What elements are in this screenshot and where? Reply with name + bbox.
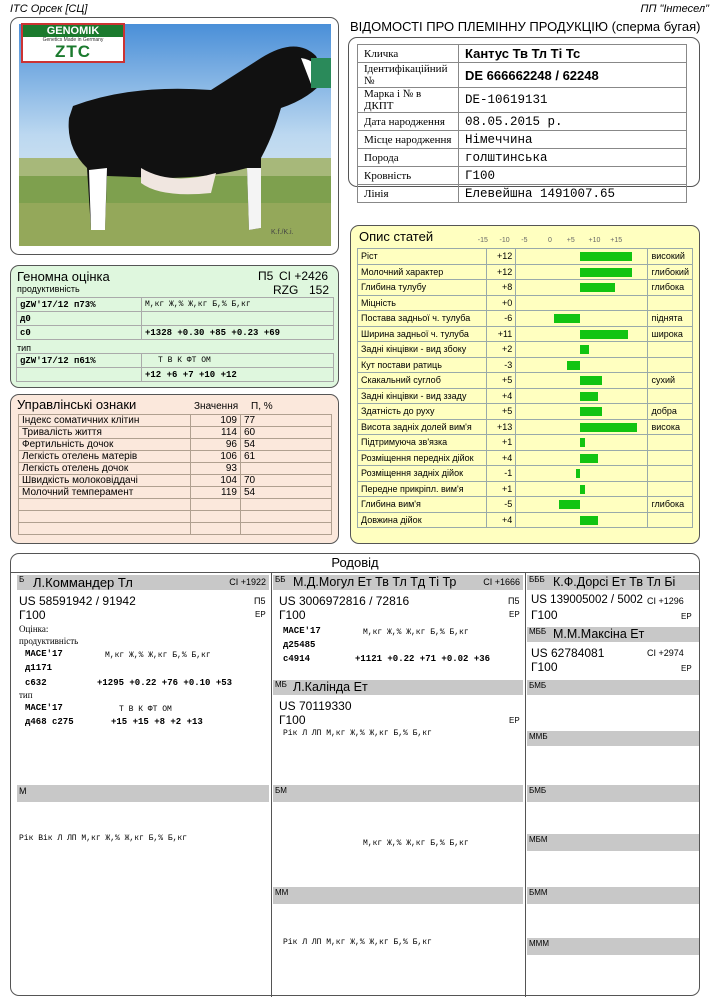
- linear-scale: [351, 237, 701, 247]
- dss-ep: ЕР: [681, 664, 692, 673]
- sdss-header: БМБ: [527, 680, 699, 695]
- ss-header: ББ М.Д.Могул Ет Тв Тл Тд Ті Тр CI +1666: [273, 575, 523, 590]
- dsd-header: МБМ: [527, 834, 699, 851]
- linear-row: [358, 419, 693, 435]
- trait-note: глибока: [648, 280, 693, 296]
- dd-lact-head: Рік Л ЛП М,кг Ж,% Ж,кг Б,% Б,кг: [283, 938, 432, 947]
- card-value: Г100: [459, 167, 687, 185]
- trait-value: -6: [487, 311, 516, 327]
- trait-bar: [576, 469, 580, 478]
- trait-note: [648, 357, 693, 373]
- org-left: ITC Орсек [СЦ]: [10, 3, 88, 15]
- linear-row: [358, 357, 693, 373]
- management-row: [19, 415, 332, 427]
- trait-bar-cell: [516, 326, 648, 342]
- management-cell-name: Фертильність дочок: [19, 439, 191, 451]
- sss-id: US 139005002 / 5002: [531, 594, 643, 606]
- ds-blood: Г100: [279, 713, 306, 727]
- genomik-logo: GENOMIK Genetics Made in Germany ZTC: [21, 23, 125, 63]
- trait-note: [648, 435, 693, 451]
- trait-bar: [580, 516, 597, 525]
- sire-ep: ЕР: [255, 610, 266, 619]
- genomic-prod-table: gZW'17/12 п73% М,кг Ж,% Ж,кг Б,% Б,кг д0 с0 +1328 +0.30 +85 +0.23 +69: [16, 297, 334, 340]
- linear-row: [358, 481, 693, 497]
- management-row: [19, 499, 332, 511]
- trait-bar-cell: [516, 481, 648, 497]
- scale-tick: +10: [588, 237, 601, 244]
- org-right: ПП "Інтесел": [640, 3, 709, 15]
- page-title: ВІДОМОСТІ ПРО ПЛЕМІННУ ПРОДУКЦІЮ (сперма бугая): [350, 19, 701, 34]
- ds-ep: ЕР: [509, 716, 520, 725]
- photo-panel: [10, 17, 339, 255]
- management-cell-v: 96: [191, 439, 241, 451]
- genomic-prod-label: продуктивність: [17, 284, 80, 294]
- management-cell-p: 54: [241, 487, 332, 499]
- photo-caption: K.f./K.i.: [271, 229, 294, 236]
- management-row: [19, 523, 332, 535]
- trait-name: Передне прикріпл. вим'я: [358, 481, 487, 497]
- sss-ep: ЕР: [681, 612, 692, 621]
- trait-bar-cell: [516, 388, 648, 404]
- trait-bar-cell: [516, 497, 648, 513]
- management-cell-p: 70: [241, 475, 332, 487]
- management-col-value: Значення: [194, 401, 239, 412]
- sire-eval-label: Оцінка:: [19, 624, 49, 634]
- trait-name: Ширина задньої ч. тулуба: [358, 326, 487, 342]
- trait-name: Кут постави ратиць: [358, 357, 487, 373]
- dam-lact-head: Рік Вік Л ЛП М,кг Ж,% Ж,кг Б,% Б,кг: [19, 834, 188, 843]
- card-row: [358, 113, 687, 131]
- trait-bar-cell: [516, 357, 648, 373]
- management-cell-name: Легкість отелень матерів: [19, 451, 191, 463]
- card-key: Кличка: [358, 45, 459, 63]
- scale-tick: +15: [610, 237, 623, 244]
- sd-header: БМ: [273, 785, 523, 802]
- management-cell-v: 104: [191, 475, 241, 487]
- dss-ci: CI +2974: [647, 648, 684, 658]
- linear-row: [358, 373, 693, 389]
- trait-bar-cell: [516, 264, 648, 280]
- pedigree-title: Родовід: [331, 555, 379, 570]
- sd-prod-head: М,кг Ж,% Ж,кг Б,% Б,кг: [363, 839, 469, 848]
- trait-name: Довжина дійок: [358, 512, 487, 528]
- trait-note: [648, 295, 693, 311]
- trait-name: Скакальний суглоб: [358, 373, 487, 389]
- scale-tick: -10: [499, 237, 510, 244]
- management-cell-name: Індекс соматичних клітин: [19, 415, 191, 427]
- management-cell-v: 114: [191, 427, 241, 439]
- trait-bar-cell: [516, 280, 648, 296]
- scale-tick: -5: [521, 237, 528, 244]
- management-cell-p: [241, 499, 332, 511]
- trait-note: широка: [648, 326, 693, 342]
- trait-name: Розміщення задніх дійок: [358, 466, 487, 482]
- trait-bar-cell: [516, 419, 648, 435]
- ddd-header: МММ: [527, 938, 699, 955]
- linear-row: [358, 326, 693, 342]
- management-row: [19, 475, 332, 487]
- linear-row: [358, 342, 693, 358]
- animal-card: [348, 37, 700, 201]
- ds-lact-head: Рік Л ЛП М,кг Ж,% Ж,кг Б,% Б,кг: [283, 729, 432, 738]
- ss-blood: Г100: [279, 608, 306, 622]
- trait-value: +12: [487, 264, 516, 280]
- management-cell-p: [241, 511, 332, 523]
- ss-daughters: д25485: [283, 640, 316, 650]
- trait-name: Висота задніх долей вим'я: [358, 419, 487, 435]
- trait-value: +4: [487, 450, 516, 466]
- card-value: DE 666662248 / 62248: [459, 63, 687, 88]
- linear-title: Опис статей: [359, 229, 434, 244]
- ds-header: МБ Л.Калінда Ет: [273, 680, 523, 695]
- card-row: [358, 131, 687, 149]
- management-row: [19, 451, 332, 463]
- card-key: Лінія: [358, 185, 459, 203]
- trait-value: +12: [487, 249, 516, 265]
- sss-ci: CI +1296: [647, 596, 684, 606]
- management-row: [19, 427, 332, 439]
- trait-bar: [580, 423, 637, 432]
- trait-value: +5: [487, 373, 516, 389]
- linear-row: [358, 295, 693, 311]
- management-cell-v: 119: [191, 487, 241, 499]
- linear-row: [358, 435, 693, 451]
- trait-bar-cell: [516, 311, 648, 327]
- sdd-header: БММ: [527, 887, 699, 904]
- genomic-ci: CI +2426: [279, 269, 329, 283]
- trait-name: Постава задньої ч. тулуба: [358, 311, 487, 327]
- sss-header: БББ К.Ф.Дорсі Ет Тв Тл Бі: [527, 575, 699, 590]
- trait-value: +2: [487, 342, 516, 358]
- trait-note: добра: [648, 404, 693, 420]
- management-cell-v: 106: [191, 451, 241, 463]
- linear-row: [358, 249, 693, 265]
- sire-header: Б Л.Коммандер Тл CI +1922: [17, 575, 269, 590]
- ss-prod-head: М,кг Ж,% Ж,кг Б,% Б,кг: [363, 628, 469, 637]
- trait-bar-cell: [516, 295, 648, 311]
- trait-value: -3: [487, 357, 516, 373]
- trait-note: піднята: [648, 311, 693, 327]
- card-key: Марка і № в ДКПТ: [358, 88, 459, 113]
- trait-value: -1: [487, 466, 516, 482]
- management-row: [19, 463, 332, 475]
- sire-id: US 58591942 / 91942: [19, 594, 136, 608]
- linear-row: [358, 450, 693, 466]
- card-row: [358, 88, 687, 113]
- sire-type-values: +15 +15 +8 +2 +13: [111, 717, 203, 727]
- management-cell-v: [191, 511, 241, 523]
- card-value: Німеччина: [459, 131, 687, 149]
- card-row: [358, 167, 687, 185]
- genomic-type-label: тип: [17, 343, 32, 353]
- linear-panel: [350, 225, 700, 544]
- trait-name: Ріст: [358, 249, 487, 265]
- card-row: [358, 45, 687, 63]
- trait-bar: [580, 438, 584, 447]
- management-row: [19, 511, 332, 523]
- management-cell-name: Легкість отелень дочок: [19, 463, 191, 475]
- dss-header: МББ М.М.Максіна Ет: [527, 627, 699, 642]
- linear-row: [358, 497, 693, 513]
- sire-prod-values: +1295 +0.22 +76 +0.10 +53: [97, 678, 233, 688]
- genomic-title: Геномна оцінка: [17, 269, 110, 284]
- sire-blood: Г100: [19, 608, 46, 622]
- card-value: голштинська: [459, 149, 687, 167]
- trait-note: [648, 342, 693, 358]
- dss-id: US 62784081: [531, 646, 605, 660]
- sss-blood: Г100: [531, 608, 558, 622]
- trait-note: [648, 481, 693, 497]
- trait-note: сухий: [648, 373, 693, 389]
- management-cell-name: Швидкість молоковіддачі: [19, 475, 191, 487]
- ss-herds: с4914: [283, 654, 311, 664]
- dss-blood: Г100: [531, 660, 558, 674]
- management-cell-p: [241, 463, 332, 475]
- trait-note: глибокий: [648, 264, 693, 280]
- card-key: Кровність: [358, 167, 459, 185]
- trait-bar-cell: [516, 373, 648, 389]
- trait-name: Задні кінцівки - вид збоку: [358, 342, 487, 358]
- management-panel: [10, 394, 339, 544]
- trait-value: +0: [487, 295, 516, 311]
- card-value: DE-10619131: [459, 88, 687, 113]
- card-key: Порода: [358, 149, 459, 167]
- genomic-rzg: RZG: [273, 283, 299, 297]
- management-cell-p: 60: [241, 427, 332, 439]
- trait-value: +4: [487, 388, 516, 404]
- genomic-type-table: gZW'17/12 п61% Т В К ФТ ОМ +12 +6 +7 +10 +12: [16, 353, 334, 382]
- sire-mace-type: MACE'17: [25, 703, 63, 713]
- scale-tick: +5: [566, 237, 575, 244]
- trait-bar: [580, 485, 584, 494]
- trait-name: Задні кінцівки - вид ззаду: [358, 388, 487, 404]
- management-cell-name: Молочний темперамент: [19, 487, 191, 499]
- card-value: 08.05.2015 р.: [459, 113, 687, 131]
- trait-bar: [580, 330, 628, 339]
- trait-name: Міцність: [358, 295, 487, 311]
- trait-note: [648, 388, 693, 404]
- trait-bar: [580, 252, 632, 261]
- sire-prod-label: продуктивність: [19, 636, 79, 646]
- ss-mace: MACE'17: [283, 626, 321, 636]
- trait-name: Здатність до руху: [358, 404, 487, 420]
- linear-row: [358, 512, 693, 528]
- trait-bar: [567, 361, 580, 370]
- management-title: Управлінські ознаки: [17, 397, 137, 412]
- ss-p: П5: [508, 596, 520, 606]
- linear-row: [358, 466, 693, 482]
- management-cell-v: [191, 523, 241, 535]
- card-key: Місце народження: [358, 131, 459, 149]
- linear-row: [358, 264, 693, 280]
- trait-bar-cell: [516, 342, 648, 358]
- scale-tick: -15: [477, 237, 488, 244]
- card-value: Елевейшна 1491007.65: [459, 185, 687, 203]
- card-value: Кантус Тв Тл Ті Тс: [459, 45, 687, 63]
- sire-p: П5: [254, 596, 266, 606]
- ssd-header: БМБ: [527, 785, 699, 802]
- trait-bar: [580, 345, 589, 354]
- trait-note: високий: [648, 249, 693, 265]
- trait-name: Глибина тулубу: [358, 280, 487, 296]
- management-cell-p: 54: [241, 439, 332, 451]
- trait-bar-cell: [516, 249, 648, 265]
- management-cell-v: [191, 499, 241, 511]
- management-cell-p: 77: [241, 415, 332, 427]
- linear-row: [358, 388, 693, 404]
- trait-bar-cell: [516, 435, 648, 451]
- linear-row: [358, 404, 693, 420]
- trait-note: висока: [648, 419, 693, 435]
- trait-value: +5: [487, 404, 516, 420]
- trait-name: Глибина вим'я: [358, 497, 487, 513]
- trait-bar: [554, 314, 580, 323]
- card-row: [358, 149, 687, 167]
- trait-note: [648, 466, 693, 482]
- dam-header: М: [17, 785, 269, 802]
- trait-value: +8: [487, 280, 516, 296]
- sire-mace: MACE'17: [25, 649, 63, 659]
- genomic-rzg-value: 152: [309, 283, 330, 297]
- management-cell-p: [241, 523, 332, 535]
- management-cell-name: [19, 523, 191, 535]
- trait-value: +4: [487, 512, 516, 528]
- card-row: [358, 63, 687, 88]
- trait-bar-cell: [516, 404, 648, 420]
- sire-type-daughters: д468 с275: [25, 717, 74, 727]
- management-col-p: П, %: [251, 401, 273, 412]
- ss-id: US 3006972816 / 72816: [279, 594, 410, 608]
- management-cell-v: 109: [191, 415, 241, 427]
- dd-header: ММ: [273, 887, 523, 904]
- genomic-p: П5: [258, 269, 274, 283]
- trait-note: [648, 512, 693, 528]
- management-cell-p: 61: [241, 451, 332, 463]
- management-row: [19, 487, 332, 499]
- card-key: Ідентифікаційний №: [358, 63, 459, 88]
- trait-value: +1: [487, 435, 516, 451]
- ss-prod-values: +1121 +0.22 +71 +0.02 +36: [355, 654, 491, 664]
- trait-bar: [559, 500, 581, 509]
- linear-table: [357, 248, 693, 528]
- trait-bar: [580, 376, 602, 385]
- management-cell-name: Тривалість життя: [19, 427, 191, 439]
- pedigree-panel: [10, 553, 700, 996]
- sire-herds: с632: [25, 678, 47, 688]
- scale-tick: 0: [548, 237, 552, 244]
- trait-value: +11: [487, 326, 516, 342]
- trait-bar: [580, 283, 615, 292]
- trait-bar-cell: [516, 466, 648, 482]
- management-table: [18, 414, 332, 535]
- card-row: [358, 185, 687, 203]
- linear-row: [358, 280, 693, 296]
- trait-bar: [580, 454, 597, 463]
- trait-name: Розміщення передніх дійок: [358, 450, 487, 466]
- trait-value: +1: [487, 481, 516, 497]
- trait-name: Молочний характер: [358, 264, 487, 280]
- linear-row: [358, 311, 693, 327]
- card-table: [357, 44, 687, 203]
- sire-type-head: Т В К ФТ ОМ: [119, 705, 172, 714]
- trait-bar: [580, 392, 597, 401]
- management-cell-name: [19, 511, 191, 523]
- sire-type-label: тип: [19, 690, 33, 700]
- management-cell-v: 93: [191, 463, 241, 475]
- trait-bar: [580, 268, 632, 277]
- management-row: [19, 439, 332, 451]
- card-key: Дата народження: [358, 113, 459, 131]
- ddss-header: ММБ: [527, 731, 699, 746]
- ss-ep: ЕР: [509, 610, 520, 619]
- trait-value: +13: [487, 419, 516, 435]
- ds-id: US 70119330: [279, 699, 352, 713]
- trait-bar: [580, 407, 602, 416]
- trait-bar-cell: [516, 512, 648, 528]
- trait-value: -5: [487, 497, 516, 513]
- sire-daughters: д1171: [25, 663, 53, 673]
- genomic-panel: [10, 265, 339, 388]
- management-cell-name: [19, 499, 191, 511]
- sire-prod-head: М,кг Ж,% Ж,кг Б,% Б,кг: [105, 651, 211, 660]
- trait-name: Підтримуюча зв'язка: [358, 435, 487, 451]
- trait-note: глибока: [648, 497, 693, 513]
- trait-bar-cell: [516, 450, 648, 466]
- trait-note: [648, 450, 693, 466]
